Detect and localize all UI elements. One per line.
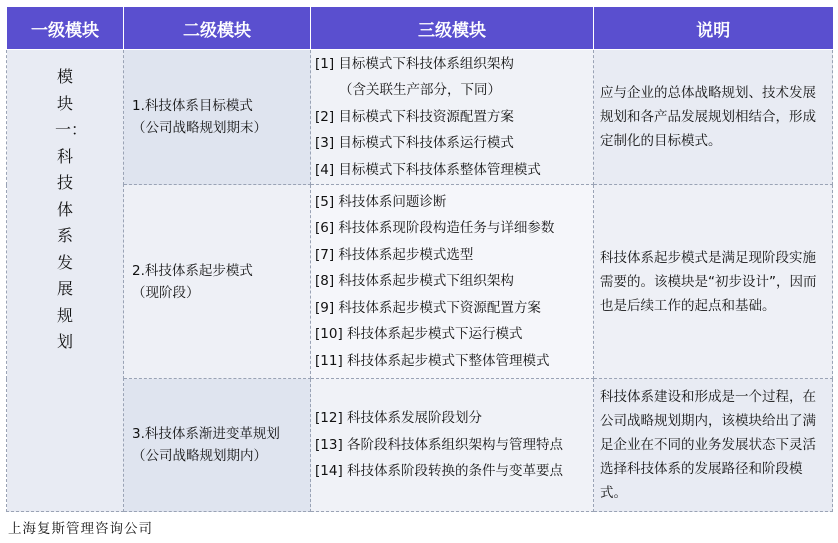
- header-level1: 一级模块: [7, 7, 124, 50]
- header-row: [7, 7, 833, 50]
- description-cell: 应与企业的总体战略规划、技术发展规划和各产品发展规划相结合，形成定制化的目标模式。: [594, 50, 833, 185]
- list-item: [6] 科技体系现阶段构造任务与详细参数: [315, 220, 555, 237]
- level2-cell: [124, 185, 311, 379]
- list-item: [5] 科技体系问题诊断: [315, 193, 447, 210]
- description-cell: 科技体系建设和形成是一个过程，在公司战略规划期内，该模块给出了满足企业在不同的业务发展状态下灵活选择科技体系的发展路径和阶段模式。: [594, 379, 833, 512]
- list-item: [12] 科技体系发展阶段划分: [315, 410, 483, 427]
- level3-cell: [311, 50, 594, 185]
- list-item: [11] 科技体系起步模式下整体管理模式: [315, 352, 550, 369]
- description-cell: 科技体系起步模式是满足现阶段实施需要的。该模块是“初步设计”，因而也是后续工作的起点和基础。: [594, 185, 833, 379]
- list-item: [4] 目标模式下科技体系整体管理模式: [315, 161, 541, 178]
- module1-title: 模块一：科技体系发展规划: [55, 67, 88, 351]
- list-item: [10] 科技体系起步模式下运行模式: [315, 326, 523, 343]
- level2-cell: [124, 379, 311, 512]
- header-level3: 三级模块: [311, 7, 594, 50]
- table-row: [7, 379, 833, 512]
- list-item: [8] 科技体系起步模式下组织架构: [315, 273, 514, 290]
- table-row: [7, 50, 833, 185]
- level2-subtitle: （现阶段）: [132, 284, 200, 301]
- level2-title: 3.科技体系渐进变革规划: [132, 426, 280, 442]
- level2-title: 1.科技体系目标模式: [132, 98, 253, 114]
- level3-cell: [311, 185, 594, 379]
- list-item: （含关联生产部分，下同）: [339, 82, 501, 99]
- table-row: [7, 185, 833, 379]
- list-item: [9] 科技体系起步模式下资源配置方案: [315, 299, 541, 316]
- level2-cell: [124, 50, 311, 185]
- level2-subtitle: （公司战略规划期内）: [132, 448, 267, 464]
- list-item: [14] 科技体系阶段转换的条件与变革要点: [315, 463, 564, 480]
- module-table: [6, 6, 833, 512]
- level3-cell: [311, 379, 594, 512]
- header-level2: 二级模块: [124, 7, 311, 50]
- list-item: [3] 目标模式下科技体系运行模式: [315, 135, 514, 152]
- list-item: [2] 目标模式下科技资源配置方案: [315, 108, 514, 125]
- level2-title: 2.科技体系起步模式: [132, 262, 253, 279]
- list-item: [1] 目标模式下科技体系组织架构: [315, 55, 514, 72]
- list-item: [13] 各阶段科技体系组织架构与管理特点: [315, 436, 564, 453]
- company-footer: 上海复斯管理咨询公司: [8, 521, 153, 537]
- level2-subtitle: （公司战略规划期末）: [132, 120, 267, 136]
- module1-cell: [7, 50, 124, 512]
- list-item: [7] 科技体系起步模式选型: [315, 246, 474, 263]
- header-description: 说明: [594, 7, 833, 50]
